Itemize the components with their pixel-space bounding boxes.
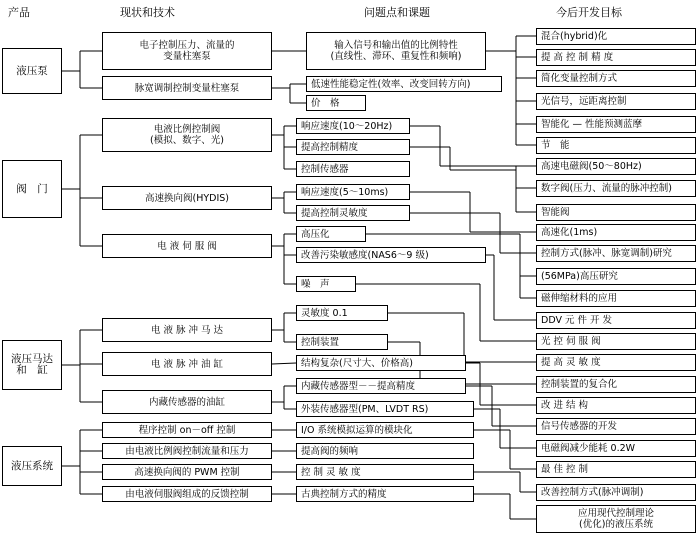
goal-modern-control-system: 应用现代控制理论 (优化)的液压系统	[536, 505, 696, 533]
problem-control-accuracy: 提高控制精度	[296, 139, 410, 155]
problem-external-sensor: 外装传感器型(PM、LVDT RS)	[296, 401, 474, 417]
problem-classic-control-accuracy: 古典控制方式的精度	[296, 486, 474, 502]
problem-contamination-sensitivity: 改善污染敏感度(NAS6～9 级)	[296, 247, 486, 263]
problem-io-module: I/O 系统模拟运算的模块化	[296, 422, 474, 438]
product-motor-cylinder: 液压马达 和 缸	[2, 340, 62, 390]
goal-pulse-control-research: 控制方式(脉冲、脉宽调制)研究	[536, 245, 696, 262]
goal-control-device-composite: 控制装置的复合化	[536, 376, 696, 393]
current-proportional-flow-control: 由电液比例阀控制流量和压力	[102, 443, 272, 459]
problem-control-sensor: 控制传感器	[296, 161, 410, 177]
problem-low-speed-stability: 低速性能稳定性(效率、改变回转方向)	[306, 76, 502, 92]
goal-magnetostrictive: 磁伸缩材料的应用	[536, 290, 696, 307]
goal-improved-control-method: 改善控制方式(脉冲调制)	[536, 484, 696, 501]
goal-ddv-development: DDV 元 件 开 发	[536, 312, 696, 329]
current-program-control: 程序控制 on－off 控制	[102, 422, 272, 438]
goal-optical-remote-control: 光信号，远距离控制	[536, 93, 696, 110]
current-servo-valve: 电 液 伺 服 阀	[102, 234, 272, 258]
problem-noise: 噪 声	[296, 276, 356, 292]
goal-high-speed-solenoid: 高速电磁阀(50～80Hz)	[536, 158, 696, 175]
problem-proportional-characteristics: 输入信号和输出值的比例特性 (直线性、滞环、重复性和频响)	[306, 32, 486, 70]
goal-hybrid: 混合(hybrid)化	[536, 28, 696, 45]
goal-56mpa-research: (56MPa)高压研究	[536, 268, 696, 285]
header-current-tech: 现状和技术	[120, 6, 175, 19]
goal-optical-servo-valve: 光 控 伺 服 阀	[536, 333, 696, 350]
current-proportional-valve: 电液比例控制阀 (模拟、数字、光)	[102, 118, 272, 152]
goal-sensitivity: 提 高 灵 敏 度	[536, 354, 696, 371]
goal-improve-structure: 改 进 结 构	[536, 397, 696, 414]
goal-intelligent-prediction: 智能化 — 性能预测蓝摩	[536, 116, 696, 133]
header-products: 产品	[8, 6, 30, 19]
goal-solenoid-low-power: 电磁阀减少能耗 0.2W	[536, 440, 696, 457]
current-sensor-cylinder: 内藏传感器的油缸	[102, 390, 272, 414]
current-pulse-cylinder: 电 液 脉 冲 油 缸	[102, 352, 272, 376]
goal-optimal-control: 最 佳 控 制	[536, 461, 696, 478]
goal-control-accuracy: 提 高 控 制 精 度	[536, 49, 696, 66]
header-future-goals: 今后开发目标	[556, 6, 622, 19]
goal-high-speed-1ms: 高速化(1ms)	[536, 224, 696, 241]
goal-smart-valve: 智能阀	[536, 204, 696, 221]
current-pulse-motor: 电 液 脉 冲 马 达	[102, 318, 272, 342]
problem-control-sensitivity: 提高控制灵敏度	[296, 205, 410, 221]
problem-sensitivity-0-1: 灵敏度 0.1	[296, 305, 388, 321]
product-hydraulic-pump: 液压泵	[2, 48, 62, 94]
current-high-speed-valve: 高速换向阀(HYDIS)	[102, 186, 272, 210]
problem-price: 价 格	[306, 95, 366, 111]
goal-digital-valve: 数字阀(压力、流量的脉冲控制)	[536, 180, 696, 197]
current-pwm-pump: 脉宽调制控制变量柱塞泵	[102, 76, 272, 100]
problem-complex-structure: 结构复杂(尺寸大、价格高)	[296, 355, 466, 371]
product-valve: 阀 门	[2, 160, 62, 218]
current-servo-feedback: 由电液伺服阀组成的反馈控制	[102, 486, 272, 502]
problem-high-pressure: 高压化	[296, 226, 366, 242]
goal-simplify-variable-control: 简化变量控制方式	[536, 70, 696, 87]
header-problems: 问题点和课题	[364, 6, 430, 19]
goal-energy-saving: 节 能	[536, 137, 696, 154]
product-hydraulic-system: 液压系统	[2, 446, 62, 486]
problem-response-5-10ms: 响应速度(5～10ms)	[296, 184, 410, 200]
problem-valve-frequency: 提高阀的频响	[296, 443, 474, 459]
problem-internal-sensor: 内藏传感器型－－提高精度	[296, 378, 466, 394]
current-pwm-control: 高速换向阀的 PWM 控制	[102, 464, 272, 480]
goal-signal-sensor: 信号传感器的开发	[536, 418, 696, 435]
problem-control-sensitivity-system: 控 制 灵 敏 度	[296, 464, 474, 480]
problem-response-10-20hz: 响应速度(10～20Hz)	[296, 118, 410, 134]
problem-control-device: 控制装置	[296, 334, 388, 350]
current-electronic-pump: 电子控制压力、流量的 变量柱塞泵	[102, 32, 272, 70]
